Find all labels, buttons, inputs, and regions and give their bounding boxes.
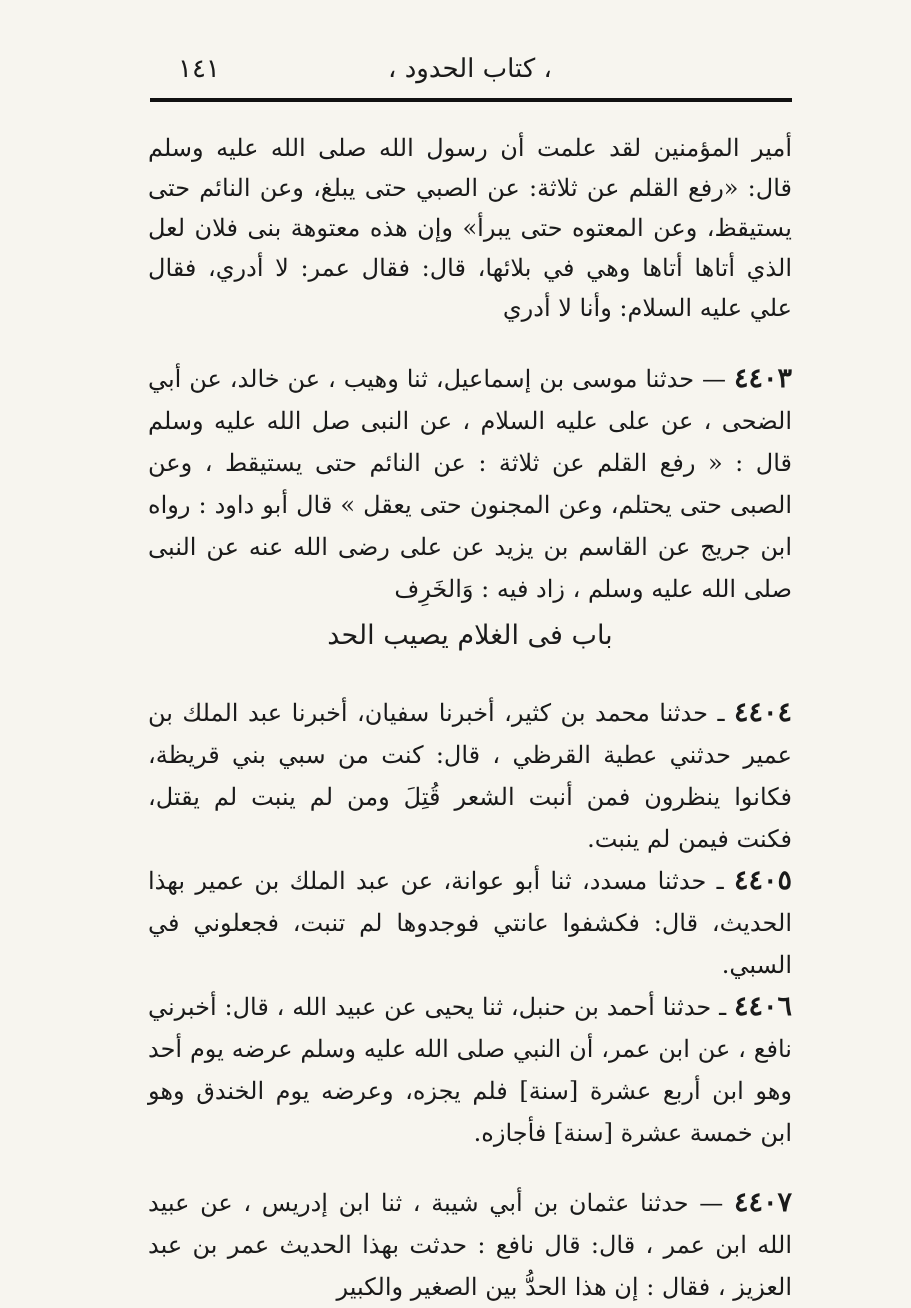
page-number: ١٤١ [178,54,220,84]
hadith-number: ٤٤٠٣ [733,363,792,394]
hadith-number: ٤٤٠٦ [733,991,792,1022]
hadith-4403 [148,358,792,610]
hadith-number: ٤٤٠٧ [733,1187,792,1218]
hadith-4404 [148,692,792,860]
hadith-text: ـ حدثنا محمد بن كثير، أخبرنا سفيان، أخبرنا عبد الملك بن عمير حدثني عطية القرظي ، قال: كنت من سبي بني قريظة، فكانوا ينظرون فمن أنبت الشعر قُتِلَ ومن لم ينبت لم يقتل، فكنت فيمن لم ينبت. [148,699,792,853]
hadith-4405 [148,860,792,986]
continued-paragraph: أمير المؤمنين لقد علمت أن رسول الله صلى الله عليه وسلم قال: «رفع القلم عن ثلاثة: عن الصبي حتى يبلغ، وعن النائم حتى يستيقظ، وعن المعتوه حتى يبرأ» وإن هذه معتوهة بنى فلان لعل الذي أتاها أتاها وهي في بلائها، قال: فقال عمر: لا أدري، فقال علي عليه السلام: وأنا لا أدري [148,134,792,322]
hadith-text: ـ حدثنا أحمد بن حنبل، ثنا يحيى عن عبيد الله ، قال: أخبرني نافع ، عن ابن عمر، أن النبي صلى الله عليه وسلم عرضه يوم أحد وهو ابن أربع عشرة [سنة] فلم يجزه، وعرضه يوم الخندق وهو ابن خمسة عشرة [سنة] فأجازه. [148,993,792,1147]
running-title: ، كتاب الحدود ، [388,54,552,84]
page-header [150,48,790,88]
hadith-text: — حدثنا عثمان بن أبي شيبة ، ثنا ابن إدريس ، عن عبيد الله ابن عمر ، قال: قال نافع : حدثت بهذا الحديث عمر بن عبد العزيز ، فقال : إن هذا الحدُّ بين الصغير والكبير [148,1189,792,1301]
hadith-number: ٤٤٠٤ [733,697,792,728]
spacer [148,1154,792,1182]
page-body [148,128,792,1308]
chapter-heading: باب فى الغلام يصيب الحد [327,620,613,651]
hadith-text: ـ حدثنا مسدد، ثنا أبو عوانة، عن عبد الملك بن عمير بهذا الحديث، قال: فكشفوا عانتي فوجدوها لم تنبت، فجعلوني في السبي. [148,867,792,979]
hadith-4406 [148,986,792,1154]
hadith-text: — حدثنا موسى بن إسماعيل، ثنا وهيب ، عن خالد، عن أبي الضحى ، عن على عليه السلام ، عن النبى صل الله عليه وسلم قال : « رفع القلم عن ثلاثة : عن النائم حتى يستيقط ، وعن الصبى حتى يحتلم، وعن المجنون حتى يعقل » قال أبو داود : رواه ابن جريج عن القاسم بن يزيد عن على رضى الله عنه عن النبى صلى الله عليه وسلم ، زاد فيه : وَالخَرِف [148,365,792,603]
header-rule [150,98,792,102]
hadith-4407 [148,1182,792,1308]
hadith-number: ٤٤٠٥ [733,865,792,896]
